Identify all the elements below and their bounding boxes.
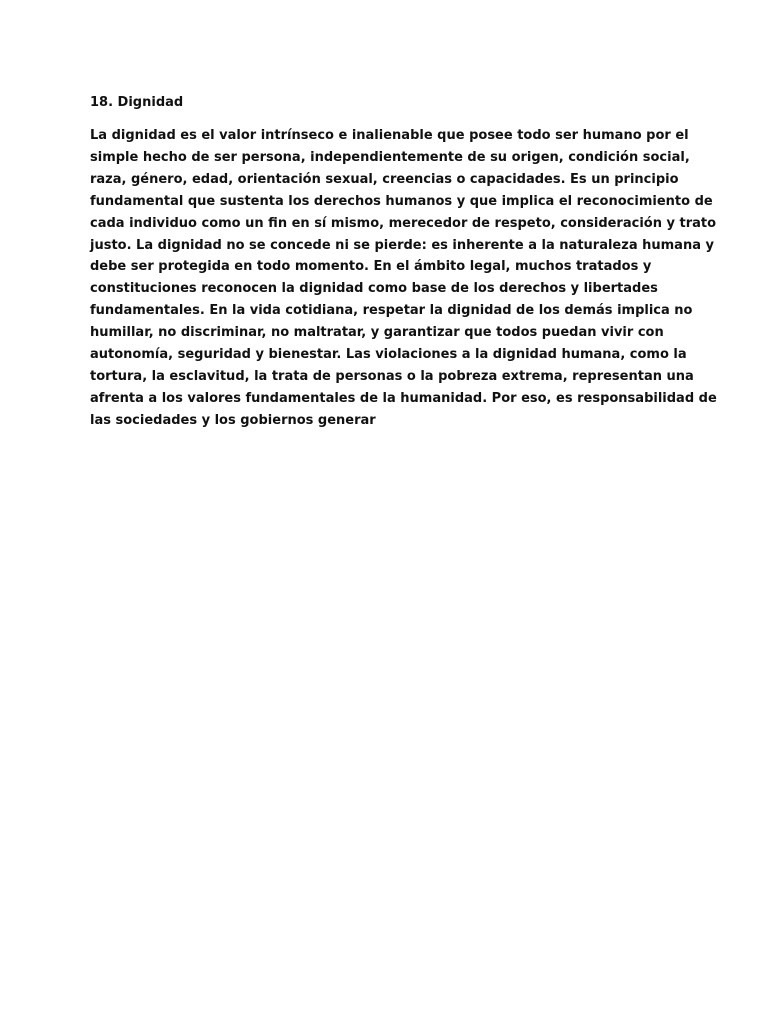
paragraph-line: debe ser protegida en todo momento. En el ámbito legal, muchos tratados y — [90, 259, 652, 275]
paragraph-line: simple hecho de ser persona, independientemente de su origen, condición social, — [90, 149, 690, 165]
paragraph-line: fundamentales. En la vida cotidiana, respetar la dignidad de los demás implica no — [90, 303, 693, 319]
paragraph-line: justo. La dignidad no se concede ni se pierde: es inherente a la naturaleza humana y — [90, 237, 714, 253]
paragraph-line: las sociedades y los gobiernos generar — [90, 412, 376, 428]
paragraph-line: afrenta a los valores fundamentales de la humanidad. Por eso, es responsabilidad de — [90, 390, 717, 406]
paragraph-line: La dignidad es el valor intrínseco e inalienable que posee todo ser humano por el — [90, 128, 689, 143]
paragraph-line: fundamental que sustenta los derechos humanos y que implica el reconocimiento de — [90, 193, 713, 209]
paragraph-line: humillar, no discriminar, no maltratar, y garantizar que todos puedan vivir con — [90, 325, 664, 341]
paragraph-line: raza, género, edad, orientación sexual, creencias o capacidades. Es un principio — [90, 171, 679, 187]
paragraph-line: autonomía, seguridad y bienestar. Las violaciones a la dignidad humana, como la — [90, 347, 687, 363]
section-heading: 18. Dignidad — [90, 95, 184, 110]
paragraph-line: constituciones reconocen la dignidad como base de los derechos y libertades — [90, 281, 658, 297]
paragraph-line: tortura, la esclavitud, la trata de personas o la pobreza extrema, representan una — [90, 368, 694, 384]
body-paragraph — [90, 125, 717, 432]
paragraph-line: cada individuo como un fin en sí mismo, merecedor de respeto, consideración y trato — [90, 215, 717, 231]
